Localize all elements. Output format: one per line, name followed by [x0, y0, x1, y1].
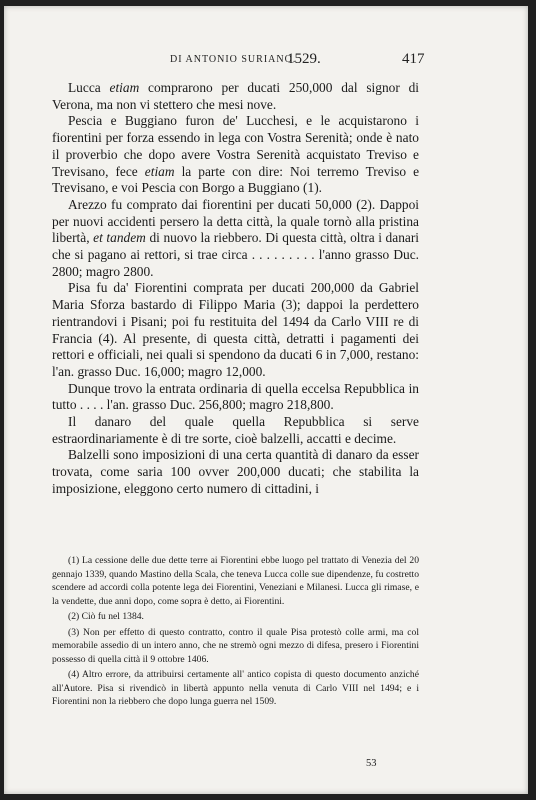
- running-header: [4, 52, 528, 72]
- header-year: 1529.: [287, 51, 321, 67]
- footnote: (2) Ciò fu nel 1384.: [68, 611, 144, 622]
- paragraph: Pescia e Buggiano furon de' Lucchesi, e le acquistarono i fiorentini per forza essendo in lega con Vostra Serenità; onde è nato il proverbio che dopo avere Vostra Serenità acquistato Treviso e Trevisano, fece etiam la parte con dire: Noi terremo Treviso e Trevisano, e voi Pescia con Borgo a Buggiano (1).: [52, 113, 420, 196]
- paragraph: Lucca etiam comprarono per ducati 250,000 dal signor di Verona, ma non vi stettero che mesi nove.: [52, 80, 420, 112]
- main-text: [52, 80, 419, 498]
- paragraph: Arezzo fu comprato dai fiorentini per ducati 50,000 (2). Dappoi per nuovi accidenti persero la detta città, la quale tornò alla pristina libertà, et tandem di nuovo la riebbero. Di questa città, oltra i danari che si pagano ai rettori, si trae circa . . . . . . . . . l'anno grasso Duc. 2800; magro 2800.: [52, 196, 420, 279]
- paragraph: Balzelli sono imposizioni di una certa quantità di danaro da esser trovata, come saria 100 ovver 200,000 ducati; che stabilita la imposizione, eleggono certo numero di cittadini, i: [52, 447, 419, 496]
- book-page: [4, 6, 528, 794]
- paragraph: Dunque trovo la entrata ordinaria di quella eccelsa Repubblica in tutto . . . . l'an. grasso Duc. 256,800; magro 218,800.: [52, 380, 419, 413]
- paragraph: Il danaro del quale quella Repubblica si serve estraordinariamente è di tre sorte, cioè balzelli, accatti e decime.: [52, 414, 419, 446]
- page-number: 417: [402, 51, 425, 67]
- paragraph: Pisa fu da' Fiorentini comprata per ducati 200,000 da Gabriel Maria Sforza bastardo di Filippo Maria (3); dappoi la perdettero rientrandovi i Pisani; poi fu restituita del 1494 da Carlo VIII re di Francia (4). Al presente, di questa città, detratti i pagamenti dei rettori e officiali, nei quali si spendono da ducati 6 in 7,000, restano: l'an. grasso Duc. 16,000; magro 12,000.: [52, 280, 419, 379]
- signature-mark: 53: [366, 758, 377, 769]
- footnotes: [52, 554, 419, 711]
- footnote: (3) Non per effetto di questo contratto, contro il quale Pisa protestò colle armi, ma col memorabile assedio di un intero anno, che ne stremò ogni mezzo di difesa, presero i Fiorentini possesso di quella città il 9 ottobre 1406.: [52, 626, 419, 665]
- running-title: DI ANTONIO SURIANO.: [170, 54, 297, 65]
- footnote: (4) Altro errore, da attribuirsi certamente all' antico copista di questo documento anziché all'Autore. Pisa si rivendicò in libertà appunto nella venuta di Carlo VIII nel 1494; e i Fiorentini non la riebbero che dopo lunga guerra nel 1509.: [52, 669, 419, 707]
- footnote: (1) La cessione delle due dette terre ai Fiorentini ebbe luogo pel trattato di Venezia del 20 gennajo 1339, quando Mastino della Scala, che teneva Lucca colle sue dipendenze, fu costretto scendere ad accordi colla potente lega dei Fiorentini, Veneziani e Milanesi. Lucca gli rimase, e la vendette, due anni dopo, come sopra è detto, ai Fiorentini.: [52, 555, 419, 607]
